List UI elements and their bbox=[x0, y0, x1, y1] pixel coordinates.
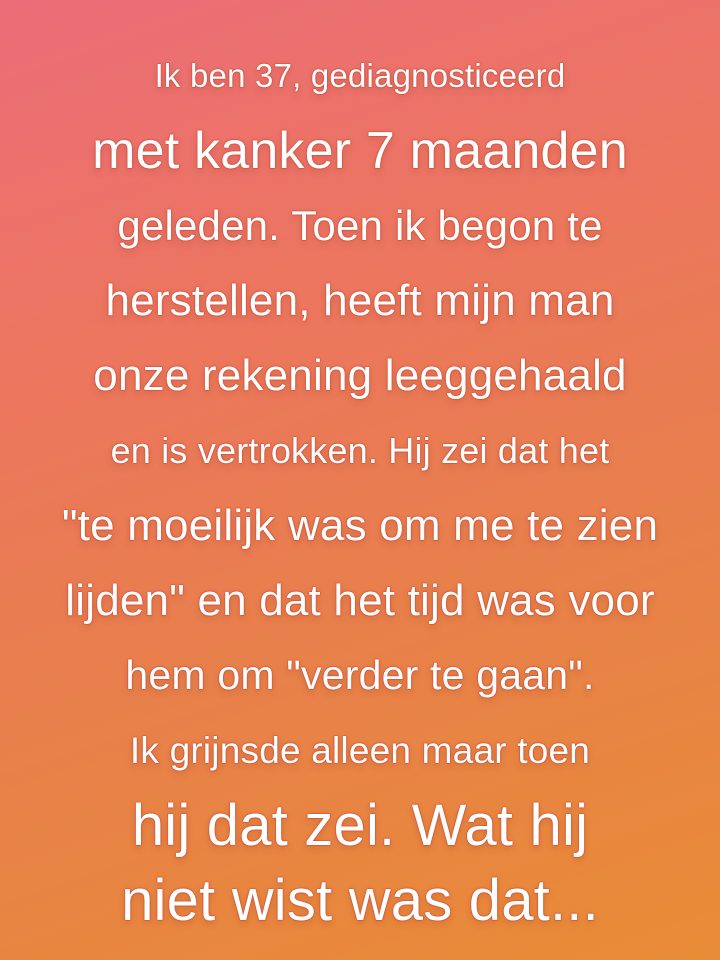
story-line-10: Ik grijnsde alleen maar toen bbox=[129, 729, 591, 771]
story-line-1: Ik ben 37, gediagnosticeerd bbox=[154, 56, 566, 94]
story-line-9: hem om "verder te gaan". bbox=[125, 652, 595, 698]
story-line-5: onze rekening leeggehaald bbox=[93, 350, 627, 400]
story-line-11: hij dat zei. Wat hij bbox=[131, 793, 589, 858]
story-line-12: niet wist was dat... bbox=[121, 868, 599, 933]
story-line-8: lijden" en dat het tijd was voor bbox=[65, 575, 655, 625]
story-line-3: geleden. Toen ik begon te bbox=[117, 201, 603, 249]
story-line-6: en is vertrokken. Hij zei dat het bbox=[110, 429, 610, 471]
story-line-2: met kanker 7 maanden bbox=[92, 121, 628, 180]
story-line-7: "te moeilijk was om me te zien bbox=[61, 500, 659, 550]
story-line-4: herstellen, heeft mijn man bbox=[105, 275, 615, 325]
